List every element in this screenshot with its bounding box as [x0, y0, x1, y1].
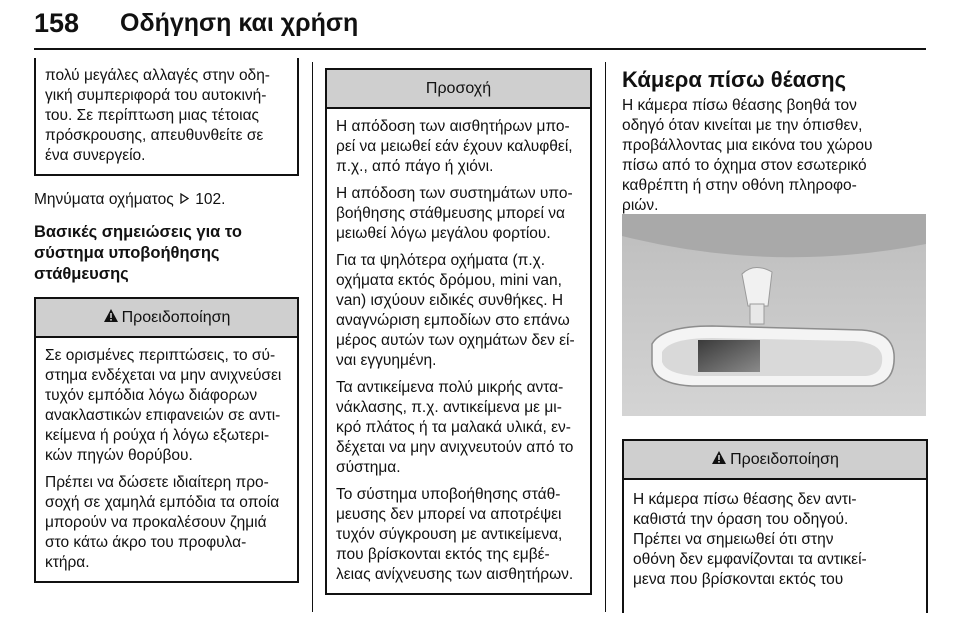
- continued-line: γική συμπεριφορά του αυτοκινή‐: [45, 87, 267, 104]
- text-line: βοήθησης στάθμευσης μπορεί να: [336, 205, 565, 222]
- text-line: δέχεται να μην ανιχνευτούν από το: [336, 439, 574, 456]
- caution-paragraph: [336, 184, 583, 244]
- caution-paragraph: [336, 117, 583, 177]
- basics-heading-line: σύστημα υποβοήθησης: [34, 244, 220, 262]
- triangle-right-icon: [180, 190, 189, 210]
- continued-line: ένα συνεργείο.: [45, 147, 146, 164]
- header-rule: [34, 48, 926, 50]
- page-title: Οδήγηση και χρήση: [120, 9, 359, 37]
- text-line: σύστημα.: [336, 459, 401, 476]
- column-divider-right: [605, 62, 606, 612]
- warning-paragraph: [45, 473, 290, 573]
- text-line: καθρέπτη ή στην οθόνη πληροφο‐: [622, 177, 857, 194]
- basics-heading: [34, 222, 299, 285]
- warning-box-title: Προειδοποίηση: [121, 308, 231, 326]
- basics-heading-line: Βασικές σημειώσεις για το: [34, 223, 242, 241]
- text-line: αναγνώριση εμποδίων στο επάνω: [336, 312, 570, 329]
- text-line: τυχόν σύγκρουση με αντικείμενα,: [336, 526, 563, 543]
- text-line: κρό πλάτος ή τα μαλακά υλικά, εν‐: [336, 419, 571, 436]
- parking-warning-box: [34, 297, 299, 583]
- intro-text: [622, 96, 927, 216]
- left-column: [34, 58, 299, 583]
- text-line: ναι εγγυημένη.: [336, 352, 437, 369]
- warning-triangle-icon: [103, 308, 119, 328]
- text-line: κτήρα.: [45, 554, 90, 571]
- warning-box-header: [36, 299, 297, 338]
- camera-warning-box: [622, 439, 928, 613]
- warning-triangle-icon: [711, 450, 727, 470]
- continued-line: πρόσκρουσης, απευθυνθείτε σε: [45, 127, 264, 144]
- text-line: στημα ενδέχεται να μην ανιχνεύσει: [45, 367, 282, 384]
- text-line: ανακλαστικών επιφανειών σε αντι‐: [45, 407, 281, 424]
- text-line: κείμενα ή ρούχα ή λόγω εξωτερι‐: [45, 427, 270, 444]
- text-line: Πρέπει να σημειωθεί ότι στην: [633, 531, 834, 548]
- column-divider-left: [312, 62, 313, 612]
- text-line: Τα αντικείμενα πολύ μικρής αντα‐: [336, 379, 564, 396]
- text-line: Η κάμερα πίσω θέασης βοηθά τον: [622, 97, 857, 114]
- right-column: [622, 66, 927, 216]
- text-line: λειας ανίχνευσης των αισθητήρων.: [336, 566, 574, 583]
- caution-paragraph: [336, 485, 583, 585]
- text-line: Η κάμερα πίσω θέασης δεν αντι‐: [633, 491, 857, 508]
- warning-paragraph: [45, 346, 290, 466]
- warning-box-header: [624, 441, 926, 480]
- caution-box-title: Προσοχή: [425, 79, 492, 97]
- basics-heading-line: στάθμευσης: [34, 265, 129, 283]
- text-line: Το σύστημα υποβοήθησης στάθ‐: [336, 486, 561, 503]
- text-line: στο κάτω άκρο του προφυλα‐: [45, 534, 247, 551]
- text-line: Για τα ψηλότερα οχήματα (π.χ.: [336, 252, 546, 269]
- text-line: Η απόδοση των συστημάτων υπο‐: [336, 185, 573, 202]
- text-line: π.χ., από πάγο ή χιόνι.: [336, 158, 494, 175]
- text-line: ριών.: [622, 197, 659, 214]
- section-title: Κάμερα πίσω θέασης: [622, 67, 847, 92]
- text-line: μειωθεί λόγω μεγάλου φορτίου.: [336, 225, 551, 242]
- warning-box-body: [624, 480, 926, 598]
- text-line: που βρίσκονται εκτός της εμβέ‐: [336, 546, 550, 563]
- caution-box: [325, 68, 592, 595]
- text-line: σοχή σε χαμηλά εμπόδια τα οποία: [45, 494, 280, 511]
- caution-paragraph: [336, 378, 583, 478]
- page-header: [34, 8, 934, 48]
- vehicle-messages-ref: [34, 190, 299, 210]
- middle-column: [325, 68, 592, 595]
- warning-box-title: Προειδοποίηση: [730, 450, 839, 468]
- continued-warning-box: [34, 58, 299, 176]
- continued-line: πολύ μεγάλες αλλαγές στην οδη‐: [45, 67, 270, 84]
- text-line: οχήματα εκτός δρόμου, mini van,: [336, 272, 562, 289]
- text-line: ρεί να μειωθεί εάν έχουν καλυφθεί,: [336, 138, 573, 155]
- text-line: Η απόδοση των αισθητήρων μπο‐: [336, 118, 570, 135]
- text-line: Πρέπει να δώσετε ιδιαίτερη προ‐: [45, 474, 269, 491]
- vehicle-messages-text: Μηνύματα οχήματος: [34, 191, 174, 208]
- caution-box-body: [327, 109, 590, 593]
- rear-view-mirror-illustration: [622, 214, 926, 416]
- text-line: μενα που βρίσκονται εκτός του: [633, 571, 844, 588]
- caution-paragraph: [336, 251, 583, 371]
- page-number: 158: [34, 8, 80, 38]
- text-line: Σε ορισμένες περιπτώσεις, το σύ‐: [45, 347, 276, 364]
- mirror-camera-icon: [622, 214, 926, 416]
- text-line: νάκλασης, π.χ. αντικείμενα με μι‐: [336, 399, 562, 416]
- text-line: van) ισχύουν ειδικές συνθήκες. Η: [336, 292, 564, 309]
- text-line: οδηγό όταν κινείται με την όπισθεν,: [622, 117, 863, 134]
- text-line: οθόνη δεν εμφανίζονται τα αντικεί‐: [633, 551, 867, 568]
- text-line: μευσης δεν μπορεί να αποτρέψει: [336, 506, 562, 523]
- text-line: μέρος αυτών των οχημάτων δεν εί‐: [336, 332, 575, 349]
- warning-box-body: [36, 338, 297, 581]
- text-line: τυχόν εμπόδια λόγω διάφορων: [45, 387, 258, 404]
- vehicle-messages-page[interactable]: 102.: [195, 191, 226, 208]
- text-line: πίσω από το όχημα στον εσωτερικό: [622, 157, 867, 174]
- text-line: προβάλλοντας μια εικόνα του χώρου: [622, 137, 873, 154]
- text-line: μπορούν να προκαλέσουν ζημιά: [45, 514, 267, 531]
- text-line: καθιστά την όραση του οδηγού.: [633, 511, 849, 528]
- caution-box-header: [327, 70, 590, 109]
- continued-line: του. Σε περίπτωση μιας τέτοιας: [45, 107, 260, 124]
- text-line: κών πηγών θορύβου.: [45, 447, 193, 464]
